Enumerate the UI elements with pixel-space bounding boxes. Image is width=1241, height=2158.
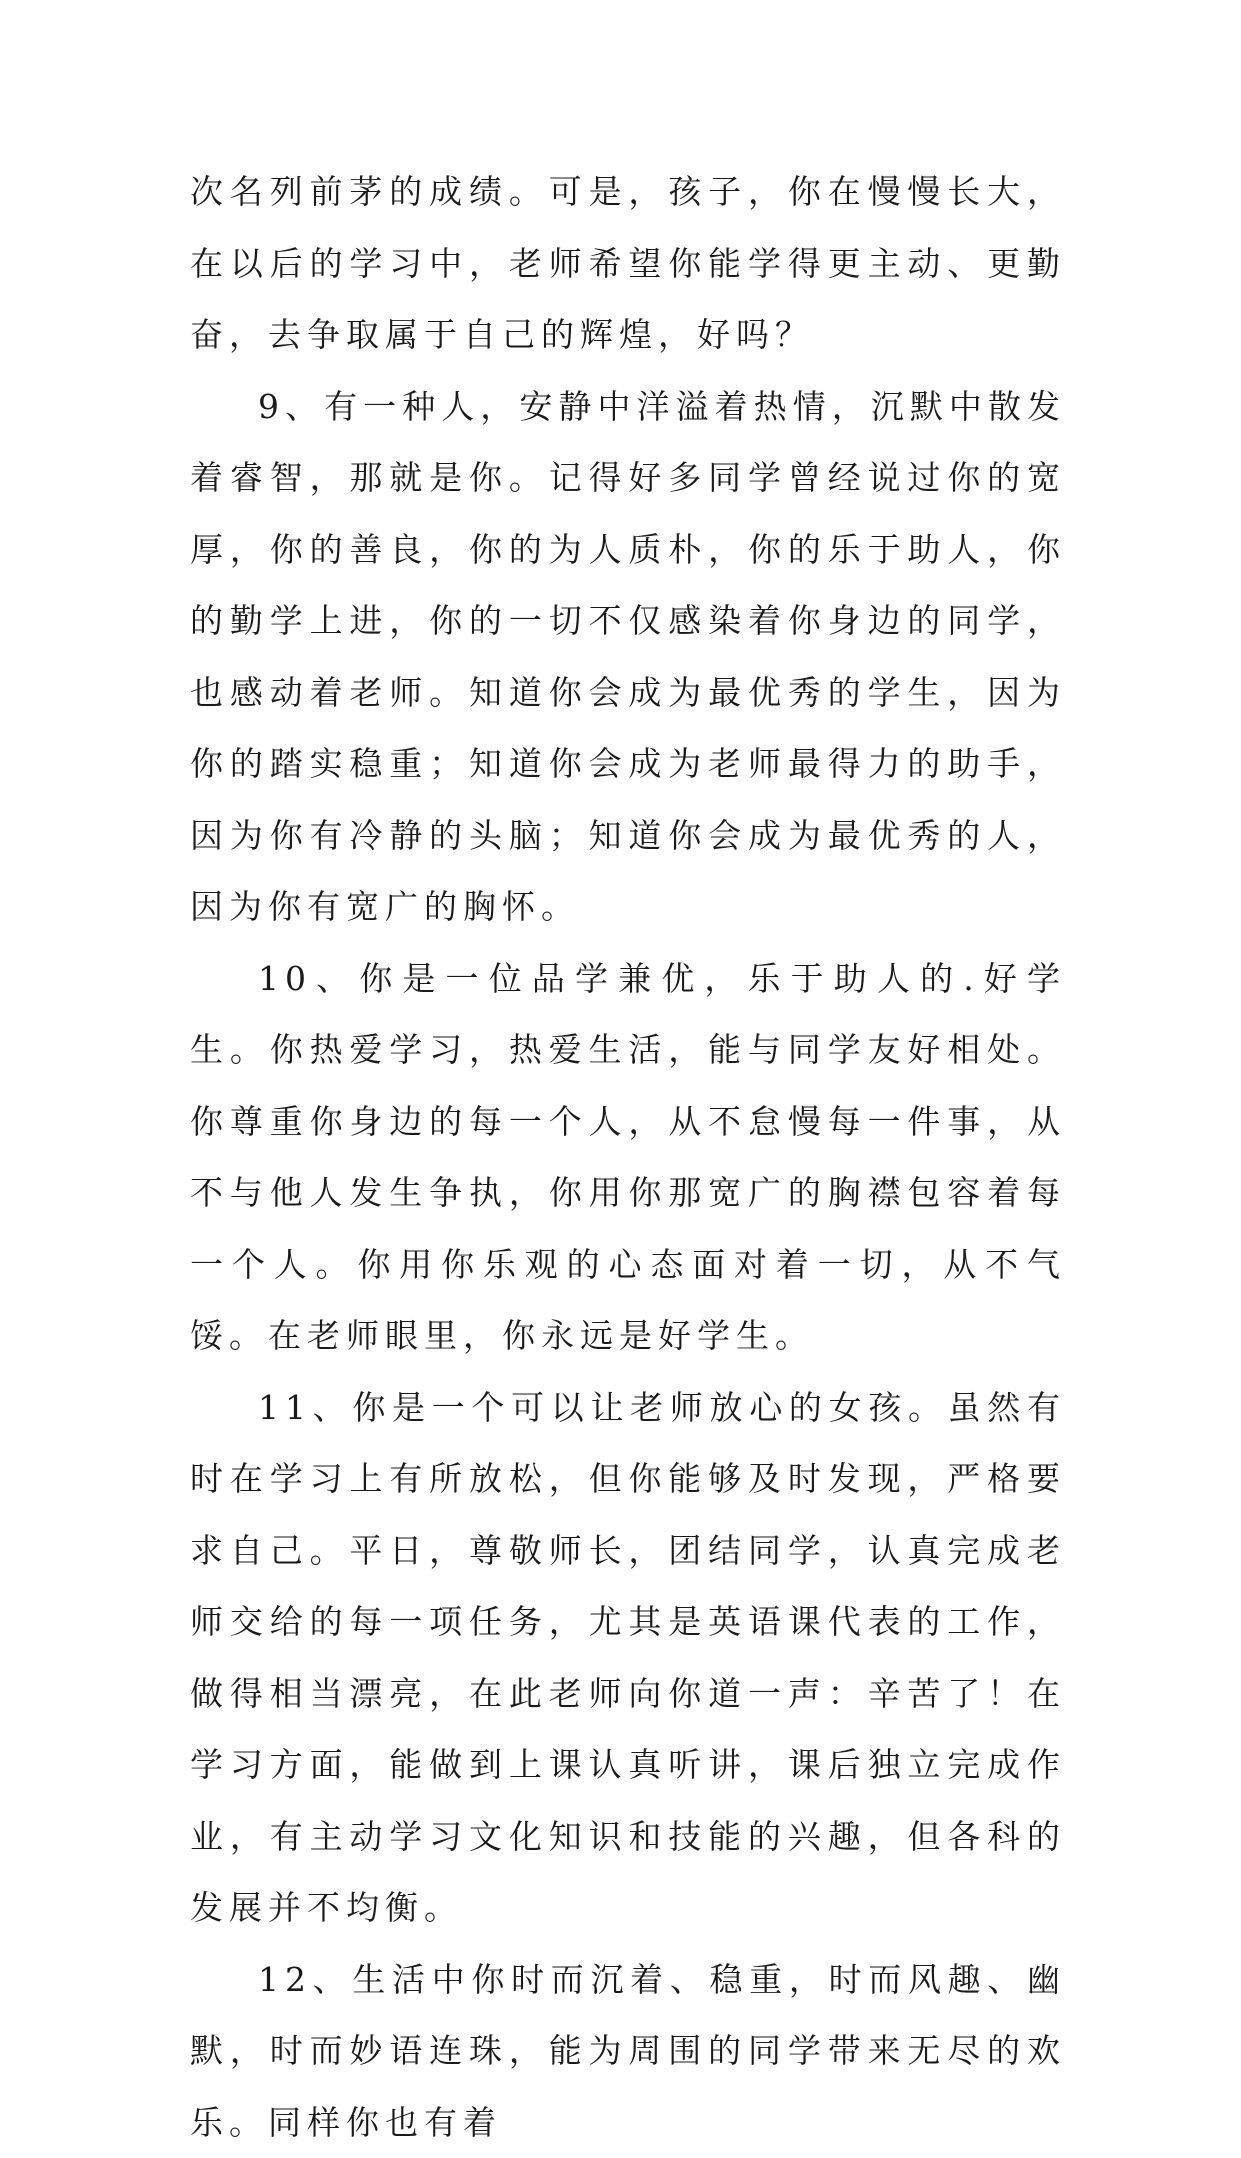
paragraph-continuation: 次名列前茅的成绩。可是，孩子，你在慢慢长大，在以后的学习中，老师希望你能学得更主动、更勤奋，去争取属于自己的辉煌，好吗？ xyxy=(190,156,1066,371)
paragraph-comment-9: 9、有一种人，安静中洋溢着热情，沉默中散发着睿智，那就是你。记得好多同学曾经说过你的宽厚，你的善良，你的为人质朴，你的乐于助人，你的勤学上进，你的一切不仅感染着你身边的同学，也感动着老师。知道你会成为最优秀的学生，因为你的踏实稳重；知道你会成为老师最得力的助手，因为你有冷静的头脑；知道你会成为最优秀的人，因为你有宽广的胸怀。 xyxy=(190,371,1066,943)
paragraph-comment-10: 10、你是一位品学兼优，乐于助人的.好学生。你热爱学习，热爱生活，能与同学友好相处。你尊重你身边的每一个人，从不怠慢每一件事，从不与他人发生争执，你用你那宽广的胸襟包容着每一个人。你用你乐观的心态面对着一切，从不气馁。在老师眼里，你永远是好学生。 xyxy=(190,943,1066,1372)
document-body xyxy=(190,156,1066,2158)
paragraph-comment-11: 11、你是一个可以让老师放心的女孩。虽然有时在学习上有所放松，但你能够及时发现，严格要求自己。平日，尊敬师长，团结同学，认真完成老师交给的每一项任务，尤其是英语课代表的工作，做得相当漂亮，在此老师向你道一声：辛苦了！在学习方面，能做到上课认真听讲，课后独立完成作业，有主动学习文化知识和技能的兴趣，但各科的发展并不均衡。 xyxy=(190,1372,1066,1944)
paragraph-comment-12: 12、生活中你时而沉着、稳重，时而风趣、幽默，时而妙语连珠，能为周围的同学带来无尽的欢乐。同样你也有着 xyxy=(190,1944,1066,2158)
